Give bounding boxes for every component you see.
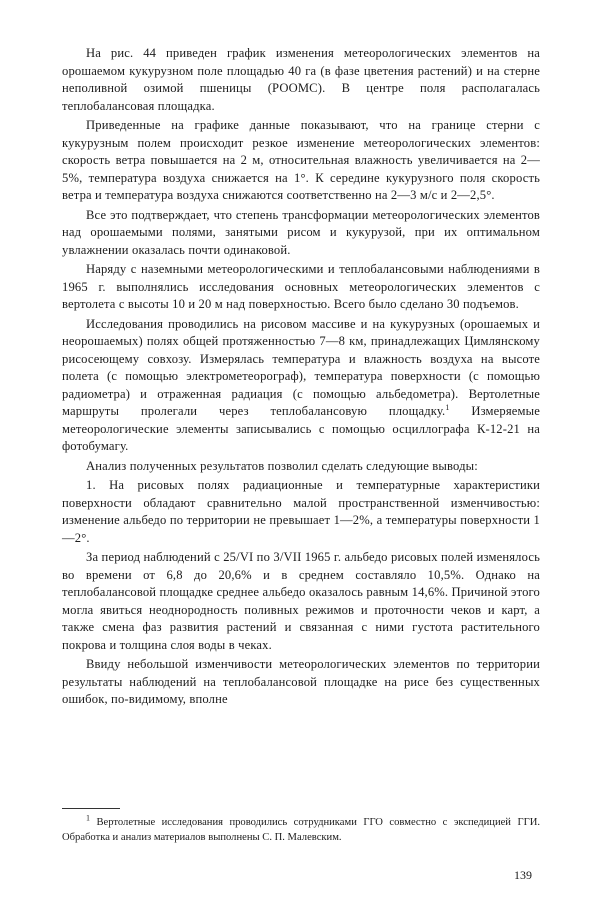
paragraph-5-text: Исследования проводились на рисовом массиве и на кукурузных (орошаемых и неорошаемых) полях общей протяженностью 7—8 км, принадлежащих Цимлянскому рисосеющему совхозу. Измерялась температура и влажность воздуха на высоте полета (с помощью электрометеорограф), температура поверхности (с помощью радиометра) и отраженная радиация (с помощью альбедометра). Вертолетные маршруты пролегали через теплобалансовую площадку. [62,316,540,418]
paragraph-5-continued: Измеряемые метеорологические элементы записывались с помощью осциллографа К-12-21 на фотобумагу. [62,404,540,453]
paragraph-5 [62,316,540,456]
paragraph-4: Наряду с наземными метеорологическими и теплобалансовыми наблюдениями в 1965 г. выполнялись исследования основных метеорологических элементов с вертолета с высоты 10 и 20 м над поверхностью. Всего было сделано 30 подъемов. [62,262,540,311]
paragraph-9: Ввиду небольшой изменчивости метеорологических элементов по территории результаты наблюдений на теплобалансовой площадке на рисе без существенных ошибок, по-видимому, вполне [62,657,540,706]
footnote-number: 1 [86,813,90,823]
footnote-marker: 1 [445,402,450,412]
footnote-divider [62,808,120,809]
page-number: 139 [514,868,532,882]
paragraph-2: Приведенные на графике данные показывают, что на границе стерни с кукурузным полем происходит резкое изменение метеорологических элементов: скорость ветра повышается на 2 м, относительная влажность увеличивается на 2—5%, температура воздуха снижается на 1°. К середине кукурузного поля скорость ветра и температура воздуха снижаются соответственно на 2—3 м/с и 2—2,5°. [62,118,540,202]
paragraph-7: 1. На рисовых полях радиационные и температурные характеристики поверхности обладают сравнительно малой пространственной изменчивостью: изменение альбедо по территории не превышает 1—2%, а температуры поверхности 1—2°. [62,478,540,545]
paragraph-6: Анализ полученных результатов позволил сделать следующие выводы: [86,458,478,473]
footnote-text: Вертолетные исследования проводились сотрудниками ГГО совместно с экспедицией ГГИ. Обработка и анализ материалов выполнены С. П. Малевским. [62,817,540,843]
footnote [62,813,540,845]
paragraph-1: На рис. 44 приведен график изменения метеорологических элементов на орошаемом кукурузном поле площадью 40 га (в фазе цветения растений) и на стерне неполивной озимой пшеницы (РООМС). В центре поля располагалась теплобалансовая площадка. [62,46,540,113]
body-text [62,45,540,711]
paragraph-8: За период наблюдений с 25/VI по 3/VII 1965 г. альбедо рисовых полей изменялось во времени от 6,8 до 20,6% и в среднем составляло 10,5%. Однако на теплобалансовой площадке среднее альбедо оказалось равным 14,6%. Причиной этого могла явиться неоднородность поливных режимов и проточности чеков и карт, а также смена фаз развития растений и связанная с ними густота растительного покрова и толщина слоя воды в чеках. [62,550,540,652]
paragraph-3: Все это подтверждает, что степень трансформации метеорологических элементов над орошаемыми полями, занятыми рисом и кукурузой, при их оптимальном увлажнении оказалась почти одинаковой. [62,207,540,257]
